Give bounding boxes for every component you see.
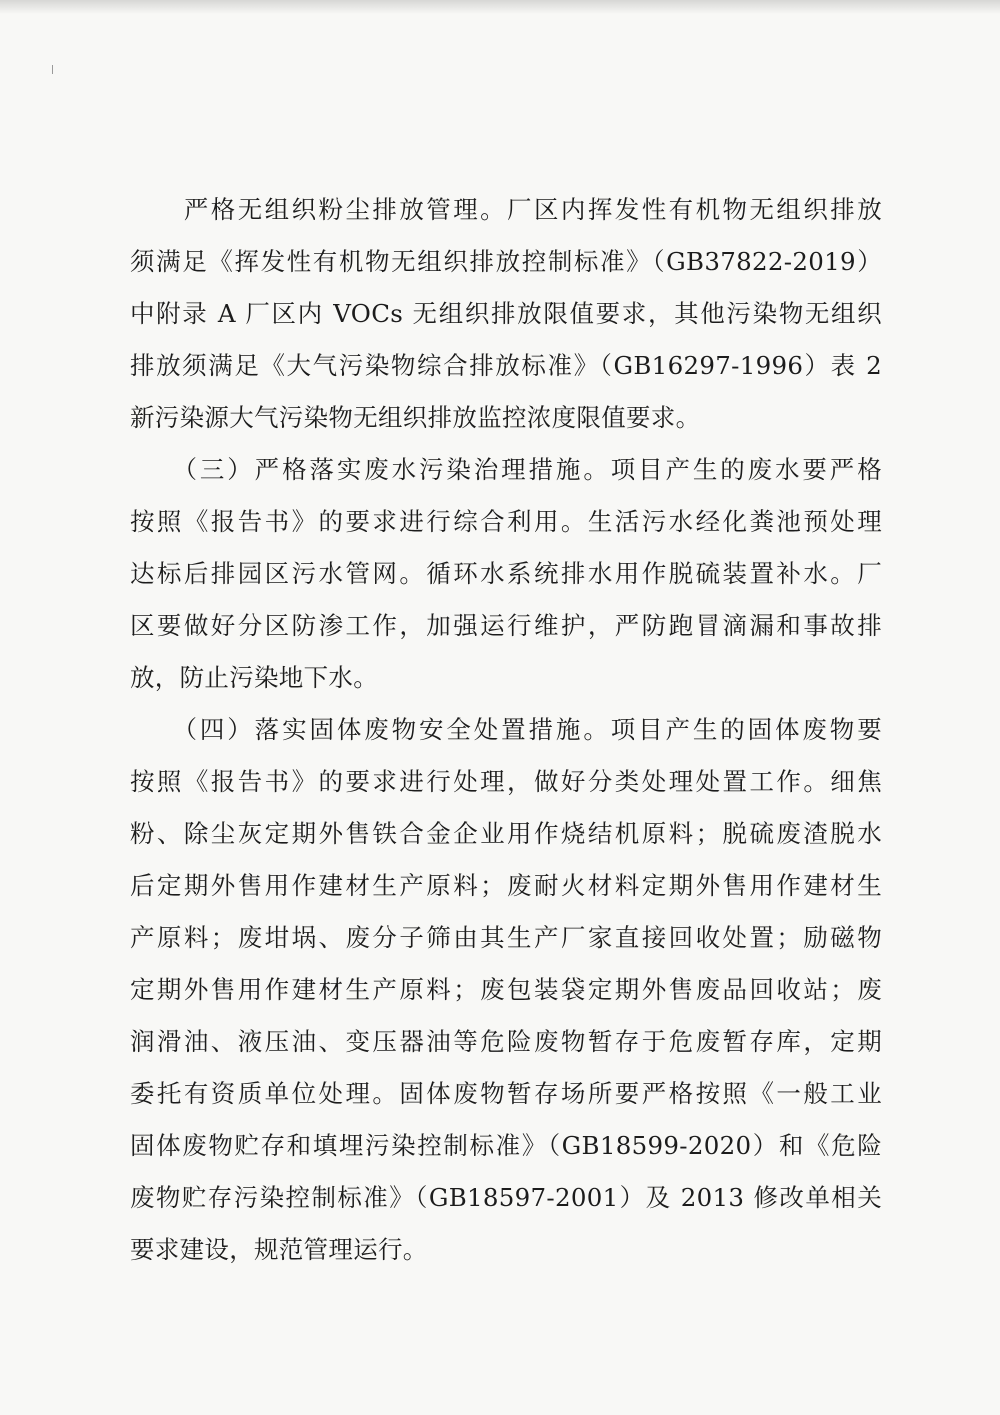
text-line: 定期外售用作建材生产原料；废包装袋定期外售废品回收站；废 [130, 975, 882, 1004]
text-line: （四）落实固体废物安全处置措施。项目产生的固体废物要 [130, 715, 882, 744]
text-line: 区要做好分区防渗工作，加强运行维护，严防跑冒滴漏和事故排 [130, 611, 882, 640]
text-line: 委托有资质单位处理。固体废物暂存场所要严格按照《一般工业 [130, 1079, 882, 1108]
text-line: （三）严格落实废水污染治理措施。项目产生的废水要严格 [130, 455, 882, 484]
paragraph-solid-waste [130, 704, 882, 1276]
scan-speck [52, 65, 53, 74]
text-line: 后定期外售用作建材生产原料；废耐火材料定期外售用作建材生 [130, 871, 882, 900]
text-line: 放，防止污染地下水。 [130, 663, 378, 692]
scan-edge-shadow [0, 0, 1000, 14]
text-line: 新污染源大气污染物无组织排放监控浓度限值要求。 [130, 403, 701, 432]
text-line: 达标后排园区污水管网。循环水系统排水用作脱硫装置补水。厂 [130, 559, 882, 588]
text-line: 润滑油、液压油、变压器油等危险废物暂存于危废暂存库，定期 [130, 1027, 882, 1056]
text-line: 要求建设，规范管理运行。 [130, 1235, 428, 1264]
text-line: 按照《报告书》的要求进行处理，做好分类处理处置工作。细焦 [130, 767, 882, 796]
text-line: 严格无组织粉尘排放管理。厂区内挥发性有机物无组织排放 [130, 195, 882, 224]
paragraph-dust-emission [130, 184, 882, 444]
text-line: 中附录 A 厂区内 VOCs 无组织排放限值要求，其他污染物无组织 [130, 299, 882, 328]
document-body [130, 184, 882, 1276]
text-line: 按照《报告书》的要求进行综合利用。生活污水经化粪池预处理 [130, 507, 882, 536]
text-line: 产原料；废坩埚、废分子筛由其生产厂家直接回收处置；励磁物 [130, 923, 882, 952]
text-line: 固体废物贮存和填埋污染控制标准》（GB18599-2020）和《危险 [130, 1131, 882, 1160]
text-line: 粉、除尘灰定期外售铁合金企业用作烧结机原料；脱硫废渣脱水 [130, 819, 882, 848]
text-line: 排放须满足《大气污染物综合排放标准》（GB16297-1996）表 2 [130, 351, 882, 380]
text-line: 废物贮存污染控制标准》（GB18597-2001）及 2013 修改单相关 [130, 1183, 882, 1212]
paragraph-wastewater [130, 444, 882, 704]
text-line: 须满足《挥发性有机物无组织排放控制标准》（GB37822-2019） [130, 247, 882, 276]
